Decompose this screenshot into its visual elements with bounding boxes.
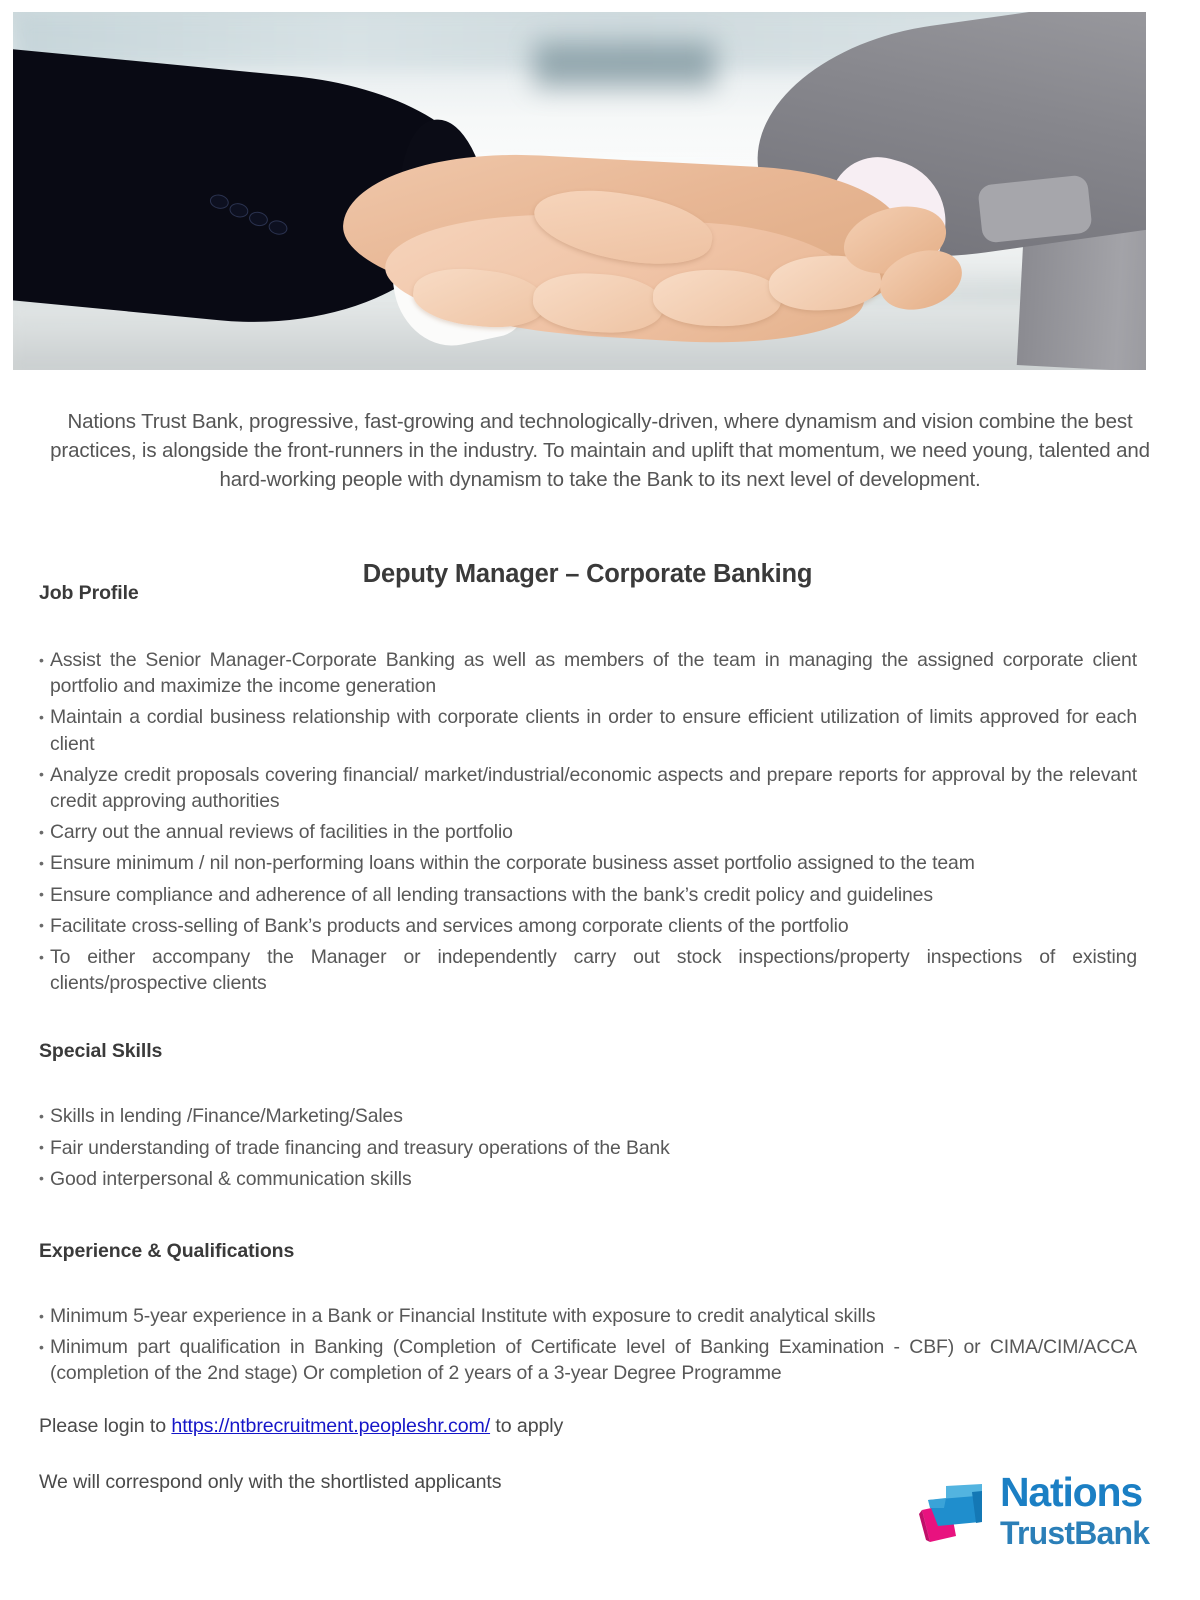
apply-instruction — [39, 1415, 563, 1438]
list-item: • Assist the Senior Manager-Corporate Banking as well as members of the team in managing the assigned corporate client portfolio and maximize the income generation — [39, 647, 1137, 699]
gray-sleeve-fold — [977, 174, 1092, 243]
cuff-button — [209, 193, 231, 211]
list-item: • Analyze credit proposals covering financial/ market/industrial/economic aspects and prepare reports for approval by the relevant credit approving authorities — [39, 762, 1137, 814]
job-content — [39, 582, 1137, 1392]
company-intro-paragraph: Nations Trust Bank, progressive, fast-growing and technologically-driven, where dynamism and vision combine the best practices, is alongside the front-runners in the industry. To maintain and uplift that momentum, we need young, talented and hard-working people with dynamism to take the Bank to its next level of development. — [50, 409, 1150, 491]
list-item: • Ensure minimum / nil non-performing loans within the corporate business asset portfolio assigned to the team — [39, 850, 1137, 876]
photo-background-blur-dark — [534, 42, 715, 88]
apply-suffix-text: to apply — [490, 1415, 564, 1437]
list-item: • Skills in lending /Finance/Marketing/Sales — [39, 1103, 1137, 1129]
job-profile-list — [39, 647, 1137, 996]
bank-wordmark — [1000, 1469, 1150, 1551]
section-heading-special-skills: Special Skills — [39, 1040, 163, 1063]
list-item: • Carry out the annual reviews of facilities in the portfolio — [39, 819, 1137, 845]
finger — [653, 269, 782, 327]
list-item: • Fair understanding of trade financing and treasury operations of the Bank — [39, 1135, 1137, 1161]
list-item: • To either accompany the Manager or independently carry out stock inspections/property inspections of existing clients/prospective clients — [39, 944, 1137, 996]
bank-ribbon-icon — [916, 1478, 994, 1544]
cuff-button — [248, 210, 270, 228]
experience-qualifications-list — [39, 1303, 1137, 1387]
list-item: • Ensure compliance and adherence of all lending transactions with the bank’s credit policy and guidelines — [39, 882, 1137, 908]
special-skills-list — [39, 1103, 1137, 1192]
apply-prefix-text: Please login to — [39, 1415, 172, 1437]
section-heading-experience-qualifications: Experience & Qualifications — [39, 1240, 295, 1263]
logo-text-nations: Nations — [1000, 1469, 1142, 1515]
page-title: Deputy Manager – Corporate Banking — [362, 560, 813, 589]
shortlist-note: We will correspond only with the shortlisted applicants — [39, 1471, 502, 1493]
hero-banner-image — [13, 12, 1146, 370]
list-item: • Maintain a cordial business relationship with corporate clients in order to ensure efficient utilization of limits approved for each client — [39, 704, 1137, 756]
list-item: • Minimum part qualification in Banking (Completion of Certificate level of Banking Examination - CBF) or CIMA/CIM/ACCA (completion of the 2nd stage) Or completion of 2 years of a 3-year Degree Programme — [39, 1334, 1137, 1386]
section-heading-job-profile: Job Profile — [39, 582, 139, 604]
list-item: • Facilitate cross-selling of Bank’s products and services among corporate clients of the portfolio — [39, 913, 1137, 939]
cuff-button — [228, 201, 250, 219]
application-portal-link[interactable]: https://ntbrecruitment.peopleshr.com/ — [171, 1415, 491, 1437]
list-item: • Good interpersonal & communication skills — [39, 1166, 1137, 1192]
logo-text-trustbank: TrustBank — [1000, 1515, 1150, 1551]
nations-trust-bank-logo — [916, 1469, 1150, 1556]
handshake-photo — [13, 12, 1146, 370]
list-item: • Minimum 5-year experience in a Bank or Financial Institute with exposure to credit analytical skills — [39, 1303, 1137, 1329]
